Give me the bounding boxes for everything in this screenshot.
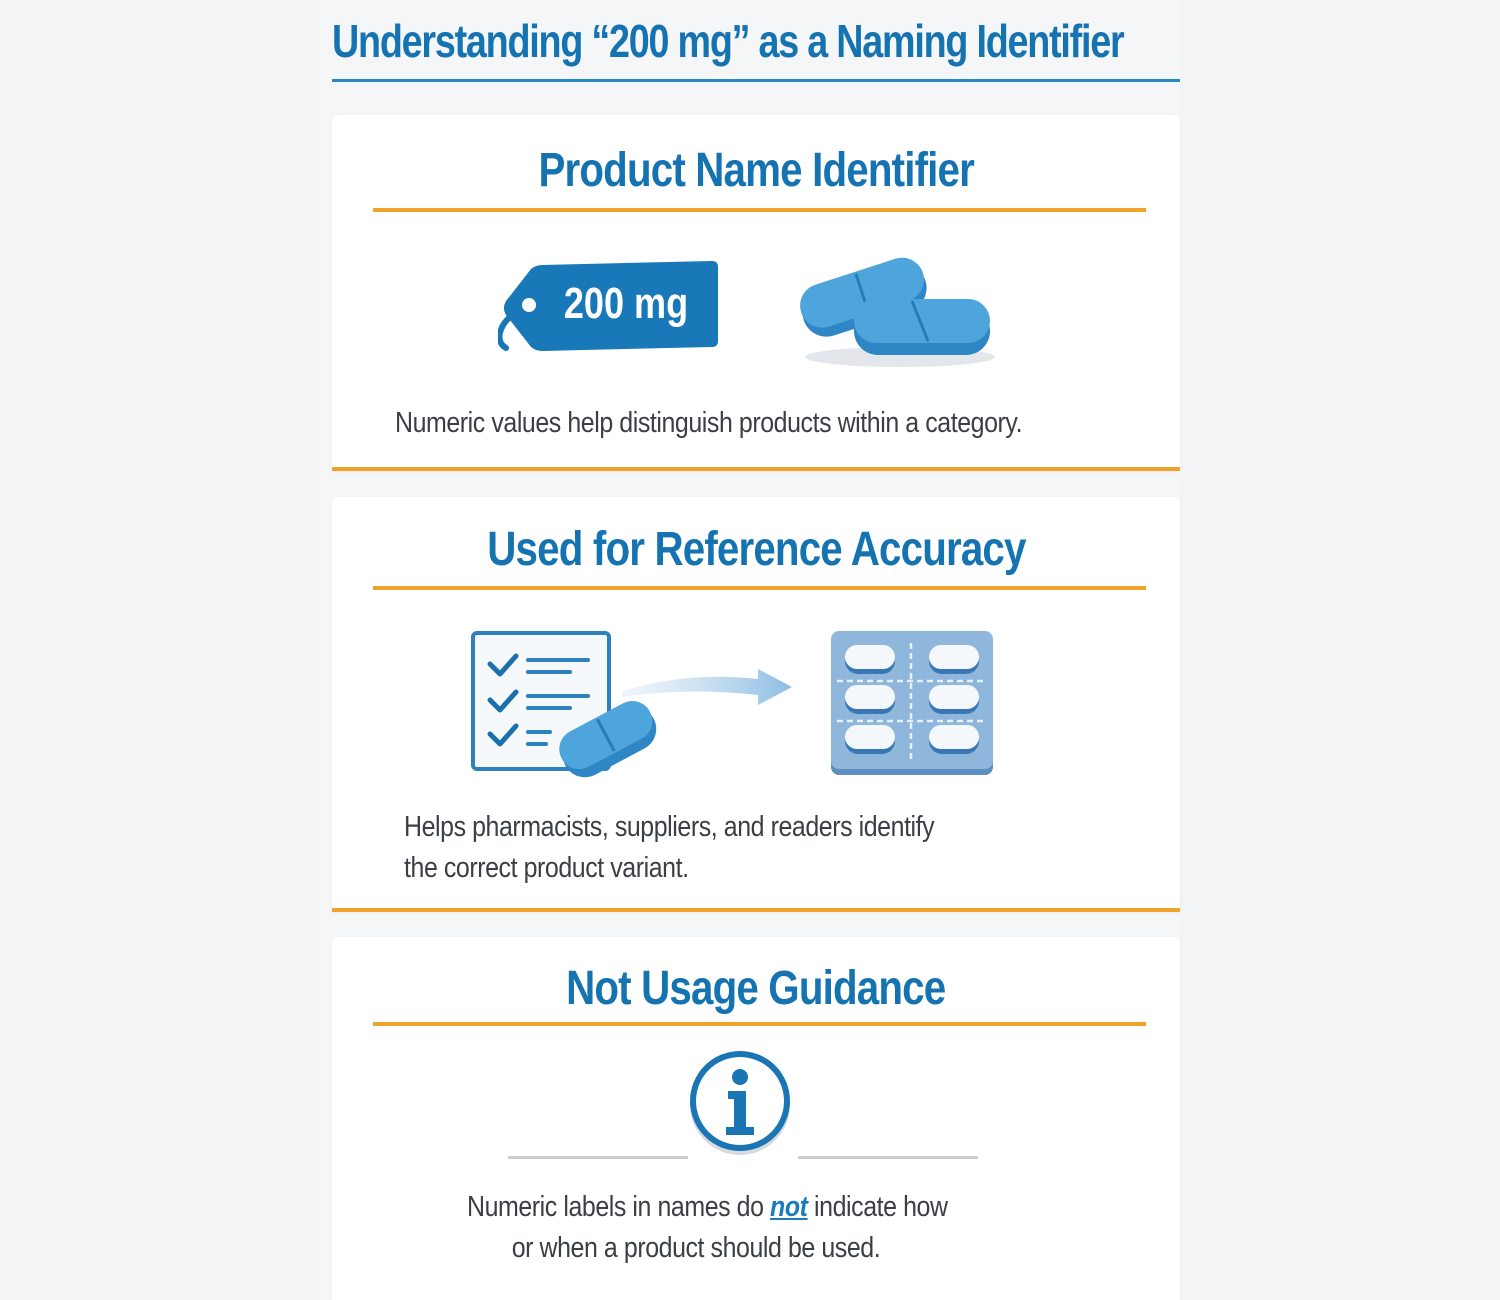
section-reference-accuracy	[332, 497, 1180, 912]
section-not-usage-guidance	[332, 937, 1180, 1300]
section-title-underline	[373, 1022, 1146, 1026]
description-line-2: the correct product variant.	[404, 852, 689, 884]
section-divider	[332, 467, 1180, 471]
tag-label: 200 mg	[563, 278, 689, 328]
section-description	[404, 807, 934, 889]
description-line-1: Numeric labels in names do not indicate how	[467, 1191, 948, 1223]
description-line-2: or when a product should be used.	[511, 1232, 881, 1264]
tablets-icon	[792, 247, 1002, 372]
price-tag-icon	[498, 253, 723, 358]
info-divider-right	[798, 1156, 978, 1159]
arrow-right-icon	[618, 657, 798, 717]
section-product-name-identifier	[332, 115, 1180, 471]
info-divider-left	[508, 1156, 688, 1159]
section-title: Used for Reference Accuracy	[486, 523, 1026, 576]
emphasis-not: not	[770, 1191, 808, 1223]
section-description	[467, 1187, 948, 1269]
section-divider	[332, 908, 1180, 912]
section-title: Not Usage Guidance	[566, 962, 946, 1015]
section-title-underline	[373, 208, 1146, 212]
description-line-1: Helps pharmacists, suppliers, and readers identify	[404, 811, 935, 843]
info-icon	[684, 1047, 796, 1159]
section-description: Numeric values help distinguish products within a category.	[395, 407, 1023, 439]
blister-pack-icon	[829, 631, 995, 777]
section-title: Product Name Identifier	[538, 144, 974, 197]
page-title: Understanding “200 mg” as a Naming Identifier	[332, 15, 1124, 67]
section-title-underline	[373, 586, 1146, 590]
page-title-underline	[332, 79, 1180, 82]
